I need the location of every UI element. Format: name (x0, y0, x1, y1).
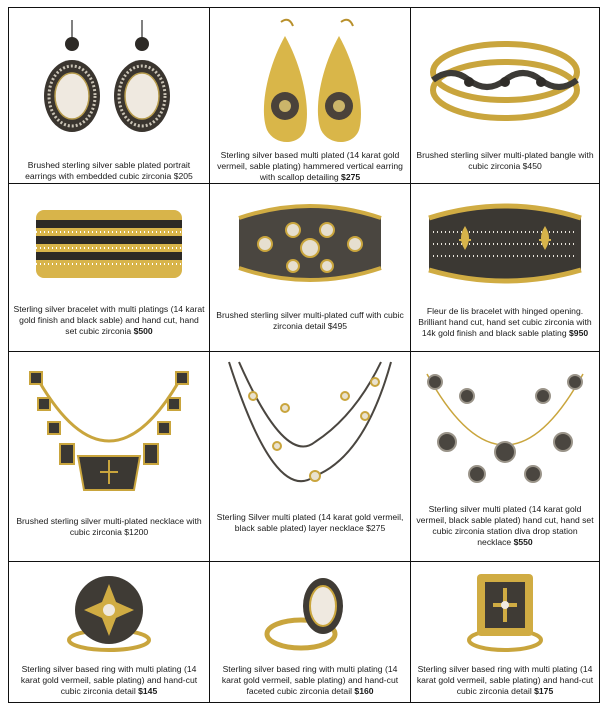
bangle-image (411, 12, 599, 132)
product-caption: Sterling silver based ring with multi plating (14 karat gold vermeil, sable plating) and hand-cut faceted cubic zirconia detail $160 (221, 664, 399, 696)
necklace-image (9, 356, 209, 506)
necklace-image (411, 356, 599, 506)
product-caption: Sterling silver based multi plated (14 karat gold vermeil, sable plating) hammered vertical earring with scallop detailing $275 (217, 150, 403, 182)
product-card-ring-square[interactable] (410, 561, 600, 703)
product-caption: Sterling silver multi plated (14 karat gold vermeil, black sable plated) hand cut, hand set cubic zirconia station diva drop station necklace $550 (416, 504, 594, 547)
product-caption: Brushed sterling silver multi-plated necklace with cubic zirconia $1200 (16, 516, 202, 537)
product-card-fleur-bracelet[interactable] (410, 183, 600, 352)
bracelet-image (9, 188, 209, 298)
necklace-image (210, 356, 410, 506)
product-card-bangle[interactable] (410, 7, 600, 184)
product-card-earrings-portrait[interactable] (8, 7, 210, 184)
cuff-image (210, 188, 410, 298)
product-grid (8, 7, 600, 707)
product-caption: Brushed sterling silver multi-plated bangle with cubic zirconia $450 (416, 150, 594, 171)
product-card-necklace-brushed[interactable] (8, 351, 210, 562)
earrings-image (9, 12, 209, 142)
product-caption: Sterling silver based ring with multi plating (14 karat gold vermeil, sable plating) and hand-cut cubic zirconia detail $175 (416, 664, 594, 696)
product-card-bracelet-multi[interactable] (8, 183, 210, 352)
fleur-bracelet-image (411, 188, 599, 298)
product-caption: Brushed sterling silver sable plated portrait earrings with embedded cubic zirconia $205 (25, 160, 193, 181)
product-card-ring-star[interactable] (8, 561, 210, 703)
ring-image (9, 566, 209, 656)
product-caption: Sterling silver bracelet with multi platings (14 karat gold finish and black sable) and hand cut, hand set cubic zirconia $500 (13, 304, 205, 336)
product-caption: Sterling Silver multi plated (14 karat gold vermeil, black sable plated) layer necklace $275 (216, 512, 404, 533)
product-card-necklace-diva[interactable] (410, 351, 600, 562)
product-card-necklace-layer[interactable] (209, 351, 411, 562)
product-card-cuff[interactable] (209, 183, 411, 352)
ring-image (411, 566, 599, 656)
product-caption: Sterling silver based ring with multi plating (14 karat gold vermeil, sable plating) and hand-cut cubic zirconia detail $145 (20, 664, 198, 696)
product-caption: Fleur de lis bracelet with hinged opening. Brilliant hand cut, hand set cubic zirconia with 14k gold finish and black sable plating $950 (418, 306, 592, 338)
product-caption: Brushed sterling silver multi-plated cuff with cubic zirconia detail $495 (216, 310, 404, 331)
ring-image (210, 566, 410, 656)
product-card-ring-oval[interactable] (209, 561, 411, 703)
earrings-image (210, 12, 410, 152)
product-card-earrings-vertical[interactable] (209, 7, 411, 184)
